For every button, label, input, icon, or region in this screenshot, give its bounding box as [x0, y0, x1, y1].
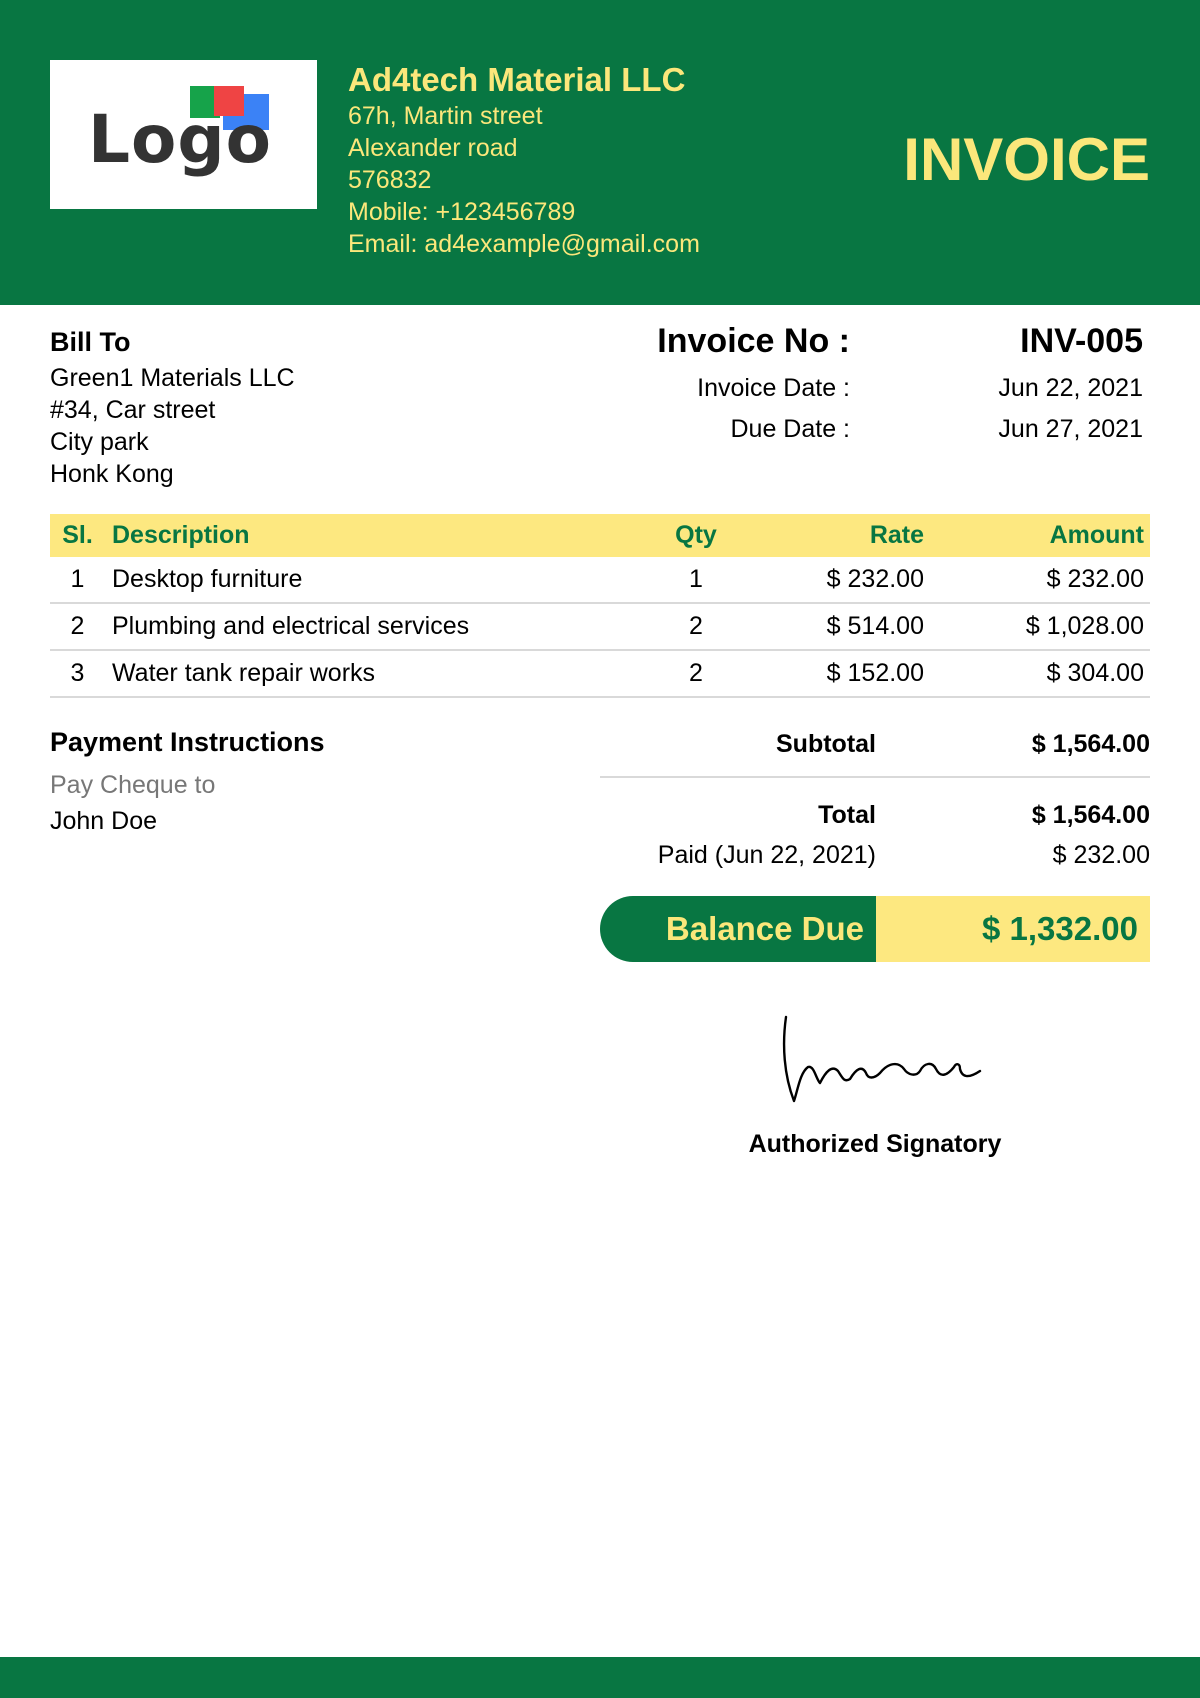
- company-email: Email: ad4example@gmail.com: [348, 230, 700, 258]
- row-amount: $ 232.00: [1046, 565, 1144, 593]
- due-date: Jun 27, 2021: [998, 415, 1143, 443]
- invoice-header: [0, 0, 1200, 305]
- bill-to-line: #34, Car street: [50, 396, 216, 424]
- total-value: $ 1,564.00: [1031, 801, 1150, 829]
- row-description: Desktop furniture: [112, 565, 303, 593]
- balance-due-banner: [600, 896, 1150, 962]
- invoice-number-label: Invoice No :: [657, 322, 850, 360]
- company-info: [348, 60, 700, 260]
- totals-divider: [600, 776, 1150, 778]
- payment-instructions-label: Payment Instructions: [50, 727, 325, 757]
- payee-name: John Doe: [50, 807, 158, 835]
- table-header: [50, 514, 1150, 557]
- header-qty: Qty: [675, 521, 717, 549]
- header-rate: Rate: [869, 521, 924, 549]
- row-sl: 2: [70, 612, 85, 640]
- logo-text: Logo: [88, 101, 272, 178]
- table-row: [50, 604, 1150, 651]
- row-description: Water tank repair works: [112, 659, 376, 687]
- paid-value: $ 232.00: [1052, 841, 1150, 869]
- footer-bar: [0, 1657, 1200, 1698]
- company-address-line: Alexander road: [348, 134, 518, 162]
- company-mobile: Mobile: +123456789: [348, 198, 576, 226]
- balance-due-value: $ 1,332.00: [982, 910, 1138, 947]
- row-amount: $ 304.00: [1046, 659, 1144, 687]
- balance-due-label: Balance Due: [665, 910, 864, 947]
- table-row: [50, 557, 1150, 604]
- row-qty: 1: [689, 565, 703, 593]
- subtotal-value: $ 1,564.00: [1031, 730, 1150, 758]
- row-sl: 1: [70, 565, 85, 593]
- row-rate: $ 232.00: [826, 565, 924, 593]
- company-address-line: 576832: [348, 166, 432, 194]
- row-amount: $ 1,028.00: [1025, 612, 1144, 640]
- company-name: Ad4tech Material LLC: [348, 61, 686, 98]
- bill-to-line: Green1 Materials LLC: [50, 364, 295, 392]
- document-title: INVOICE: [903, 126, 1150, 193]
- header-description: Description: [112, 521, 250, 549]
- bill-to-label: Bill To: [50, 327, 131, 357]
- company-address-line: 67h, Martin street: [348, 102, 543, 130]
- header-sl: Sl.: [62, 521, 93, 549]
- row-sl: 3: [70, 659, 85, 687]
- authorized-signatory-label: Authorized Signatory: [748, 1130, 1002, 1158]
- signature-image: [770, 1005, 1010, 1115]
- total-label: Total: [818, 801, 876, 829]
- balance-due-value-box: [876, 896, 1150, 962]
- payment-method: Pay Cheque to: [50, 771, 216, 799]
- row-rate: $ 514.00: [826, 612, 924, 640]
- balance-due-label-box: [600, 896, 876, 962]
- invoice-date: Jun 22, 2021: [998, 374, 1143, 402]
- line-items-table: [50, 514, 1150, 698]
- bill-to-line: City park: [50, 428, 149, 456]
- payment-instructions: [50, 722, 325, 838]
- row-qty: 2: [689, 659, 703, 687]
- bill-to-line: Honk Kong: [50, 460, 174, 488]
- subtotal-label: Subtotal: [776, 730, 876, 758]
- due-date-label: Due Date :: [730, 415, 850, 443]
- header-amount: Amount: [1049, 521, 1144, 549]
- signature-stroke: [784, 1017, 980, 1101]
- invoice-number: INV-005: [1020, 322, 1143, 360]
- row-qty: 2: [689, 612, 703, 640]
- paid-label: Paid (Jun 22, 2021): [657, 841, 876, 869]
- row-description: Plumbing and electrical services: [112, 612, 470, 640]
- row-rate: $ 152.00: [826, 659, 924, 687]
- bill-to-section: [50, 322, 295, 490]
- table-row: [50, 651, 1150, 698]
- invoice-date-label: Invoice Date :: [697, 374, 850, 402]
